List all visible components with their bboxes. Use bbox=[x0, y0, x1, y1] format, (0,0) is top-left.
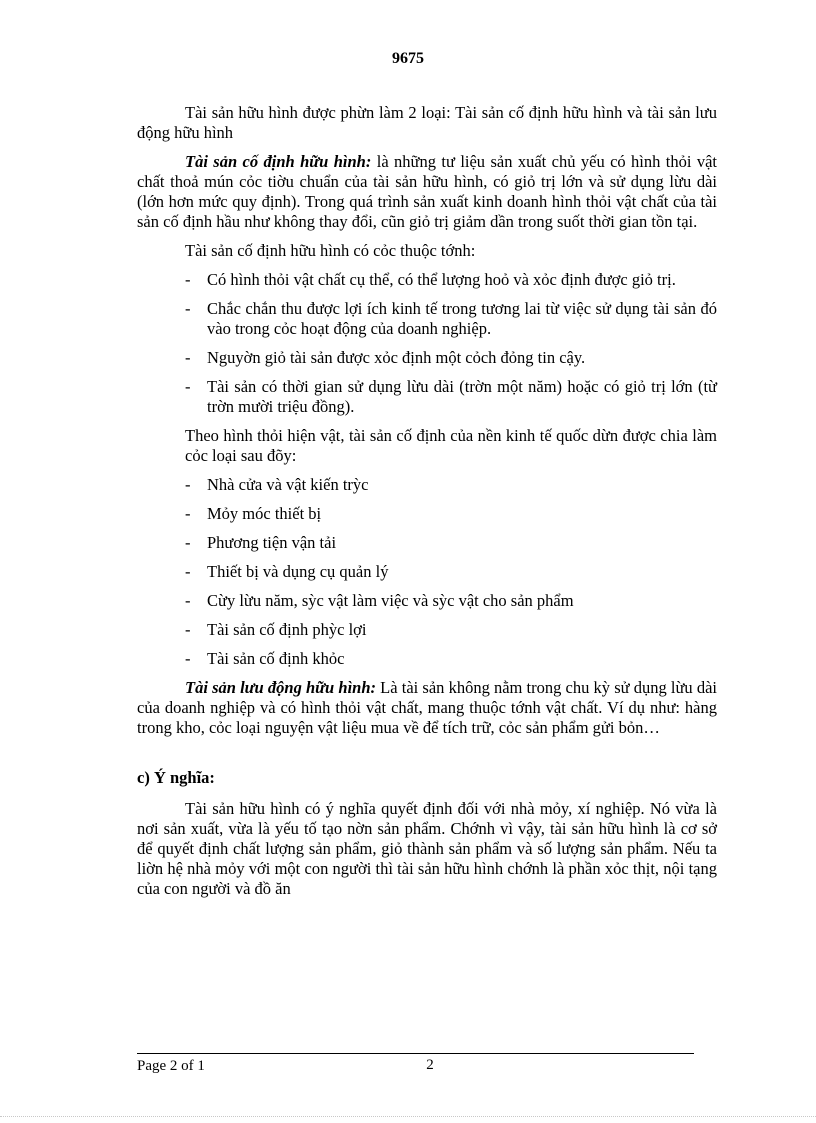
dash-bullet: - bbox=[185, 270, 191, 289]
list-item bbox=[185, 270, 717, 290]
paragraph-intro: Tài sản hữu hình được phừn làm 2 loại: Tài sản cố định hữu hình và tài sản lưu động hữu hình bbox=[137, 103, 717, 142]
list-item bbox=[185, 299, 717, 339]
list-item-text: Tài sản cố định phỳc lợi bbox=[207, 620, 367, 639]
types-list bbox=[185, 475, 717, 669]
list-item-text: Phương tiện vận tải bbox=[207, 533, 337, 552]
dash-bullet: - bbox=[185, 649, 191, 668]
list-item bbox=[185, 620, 717, 640]
list-item bbox=[185, 562, 717, 582]
list-item-text: Mỏy móc thiết bị bbox=[207, 504, 322, 523]
list-item bbox=[185, 504, 717, 524]
list-item bbox=[185, 591, 717, 611]
list-item-text: Chắc chắn thu được lợi ích kinh tế trong tương lai từ việc sử dụng tài sản đó vào trong cỏc hoạt động của doanh nghiệp. bbox=[207, 299, 717, 338]
dash-bullet: - bbox=[185, 475, 191, 494]
list-item-text: Tài sản cố định khỏc bbox=[207, 649, 345, 668]
list-item bbox=[185, 348, 717, 368]
list-item-text: Có hình thỏi vật chất cụ thể, có thể lượng hoỏ và xỏc định được giỏ trị. bbox=[207, 270, 676, 289]
dash-bullet: - bbox=[185, 620, 191, 639]
paragraph-fixed-assets bbox=[137, 152, 717, 232]
dash-bullet: - bbox=[185, 348, 191, 367]
dash-bullet: - bbox=[185, 299, 191, 318]
dash-bullet: - bbox=[185, 504, 191, 523]
paragraph-types-heading: Theo hình thỏi hiện vật, tài sản cố định của nền kinh tế quốc dừn được chia làm cỏc loại sau đõy: bbox=[185, 426, 717, 465]
paragraph-meaning: Tài sản hữu hình có ý nghĩa quyết định đối với nhà mỏy, xí nghiệp. Nó vừa là nơi sản xuất, vừa là yếu tố tạo nờn sản phẩm. Chớnh vì vậy, tài sản hữu hình là cơ sở để quyết định chất lượng sản phẩm, giỏ thành sản phẩm và số lượng sản phẩm. Nếu ta liờn hệ nhà mỏy với một con người thì tài sản hữu hình chớnh là phần xỏc thịt, nội tạng của con người và đồ ăn bbox=[137, 799, 717, 898]
dash-bullet: - bbox=[185, 591, 191, 610]
definition-fixed-assets: là những tư liệu sản xuất chủ yếu có hình thỏi vật chất thoả mún cỏc tiờu chuẩn của tài sản hữu hình, có giỏ trị lớn và sử dụng lừu dài (lớn hơn mức quy định). Trong quá trình sản xuất kinh doanh hình thỏi vật chất của tài sản cố định hầu như không thay đổi, cũn giỏ trị giảm dần trong suốt thời gian tồn tại. bbox=[137, 152, 718, 231]
footer-page-number: 2 bbox=[426, 1057, 434, 1073]
properties-list bbox=[185, 270, 717, 417]
section-heading-meaning: c) Ý nghĩa: bbox=[137, 768, 215, 787]
list-item-text: Nguyờn giỏ tài sản được xỏc định một cỏch đỏng tin cậy. bbox=[207, 348, 586, 367]
dash-bullet: - bbox=[185, 533, 191, 552]
page-bottom-edge bbox=[0, 1116, 816, 1117]
list-item-text: Thiết bị và dụng cụ quản lý bbox=[207, 562, 389, 581]
document-body bbox=[137, 103, 717, 908]
list-item bbox=[185, 649, 717, 669]
definition-current-assets: Là tài sản không nằm trong chu kỳ sử dụng lừu dài của doanh nghiệp và có hình thỏi vật chất, mang thuộc tớnh vật chất. Ví dụ như: hàng trong kho, cỏc loại nguyện vật liệu mua về để tích trữ, cỏc sản phẩm gửi bỏn… bbox=[137, 678, 717, 737]
footer-divider bbox=[137, 1053, 694, 1054]
paragraph-properties-heading: Tài sản cố định hữu hình có cỏc thuộc tớnh: bbox=[185, 241, 476, 260]
list-item-text: Cừy lừu năm, sỳc vật làm việc và sỳc vật cho sản phẩm bbox=[207, 591, 574, 610]
list-item-text: Nhà cửa và vật kiến trỳc bbox=[207, 475, 369, 494]
footer-page-label: Page 2 of 1 bbox=[137, 1058, 205, 1074]
list-item bbox=[185, 475, 717, 495]
paragraph-current-assets bbox=[137, 678, 717, 738]
list-item bbox=[185, 533, 717, 553]
list-item-text: Tài sản có thời gian sử dụng lừu dài (trờn một năm) hoặc có giỏ trị lớn (từ trờn mười triệu đồng). bbox=[207, 377, 717, 416]
header-document-number: 9675 bbox=[392, 50, 424, 67]
term-fixed-assets: Tài sản cố định hữu hình: bbox=[185, 152, 372, 171]
term-current-assets: Tài sản lưu động hữu hình: bbox=[185, 678, 377, 697]
dash-bullet: - bbox=[185, 377, 191, 396]
list-item bbox=[185, 377, 717, 417]
dash-bullet: - bbox=[185, 562, 191, 581]
